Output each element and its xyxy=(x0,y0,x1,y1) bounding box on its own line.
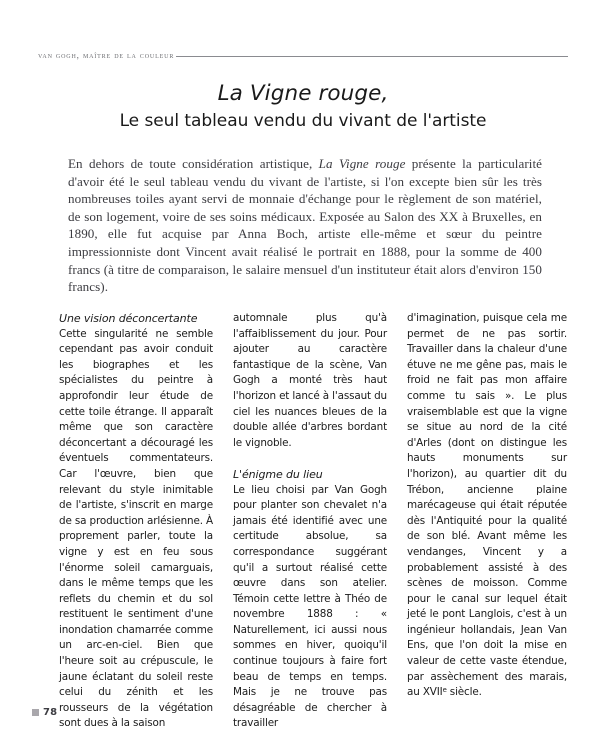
column-2-paragraph-continued: automnale plus qu'à l'affaiblissement du jour. Pour ajouter au caractère fantastique de la scène, Van Gogh a monté très haut l'horizon et lancé à l'assaut du ciel les nuances bleues de la double allée d'arbres bordant le vignoble. xyxy=(233,312,387,449)
page-title-block xyxy=(48,82,558,132)
column-1-paragraph: Cette singularité ne semble cependant pas avoir conduit les biographes et les spécialistes du peintre à approfondir leur étude de cette toile étrange. Il apparaît même que son caractère déconcertant a découragé les éventuels commentateurs. Car l'œuvre, bien que relevant du style inimitable de l'artiste, s'inscrit en marge de sa production arlésienne. À proprement parler, toute la vigne y est en feu sous l'énorme soleil camarguais, dans le même temps que les reflets du chemin et du sol restituent le sentiment d'une inondation chamarrée comme un arc-en-ciel. Bien que l'heure soit au crépuscule, le jaune éclatant du soleil reste celui du zénith et les rousseurs de la végétation sont dues à la saison xyxy=(59,327,213,730)
running-head-label: van gogh, maître de la couleur xyxy=(38,50,175,60)
century-suffix: siècle. xyxy=(446,686,482,699)
column-1 xyxy=(59,311,213,730)
intro-text-part2: présente la particularité d'avoir été le seul tableau vendu du vivant de l'artiste, si l'on excepte bien sûr les très nombreuses toiles ayant servi de monnaie d'échange pour le règlement de son matériel, de son logement, voire de ses soins médicaux. Exposée au Salon des XX à Bruxelles, en 1890, elle fut acquise par Anna Boch, artiste elle-même et sœur du peintre impressionniste dont Vincent avait réalisé le portrait en 1888, pour la somme de 400 francs (à titre de comparaison, le salaire mensuel d'un instituteur était alors d'environ 150 francs). xyxy=(68,156,542,295)
column-3 xyxy=(407,311,567,699)
intro-emphasis-title: La Vigne rouge xyxy=(318,156,406,171)
running-head xyxy=(38,50,568,60)
intro-text-part1: En dehors de toute considération artistique, xyxy=(68,156,319,171)
column-3-text: d'imagination, puisque cela me permet de ne pas sortir. Travailler dans la chaleur d'une étuve ne me gêne pas, mais le froid ne fait pas mon affaire comme tu sais ». Le plus vraisemblable est que la vigne se situe au nord de la cité d'Arles (dont on distingue les hauts monuments sur l'horizon), au quartier dit du Trébon, ancienne plaine marécageuse qui était réputée dès l'Antiquité pour la qualité de son blé. Avant même les vendanges, Vincent y a probablement assisté à des scènes de moisson. Comme pour le canal sur lequel était jeté le pont Langlois, c'est à un ingénieur hollandais, Jean Van Ens, que l'on doit la mise en valeur de cette vaste étendue, par assèchement des marais, au xyxy=(407,312,567,699)
body-columns xyxy=(59,311,567,730)
page-number: 78 xyxy=(43,707,58,718)
intro-paragraph xyxy=(68,155,542,296)
column-2-paragraph: Le lieu choisi par Van Gogh pour planter son chevalet n'a jamais été identifié avec une certitude absolue, sa correspondance suggérant qu'il a surtout réalisé cette œuvre dans son atelier. Témoin cette lettre à Théo de novembre 1888 : « Naturellement, ici aussi nous sommes en hiver, quoiqu'il continue toujours à faire fort beau de temps en temps. Mais je ne trouve pas désagréable de chercher à travailler xyxy=(233,483,387,730)
column-3-paragraph-continued xyxy=(407,311,567,701)
century-ordinal-suffix: e xyxy=(442,686,447,695)
running-head-rule xyxy=(176,56,568,57)
folio-square-icon xyxy=(32,709,39,716)
subhead-une-vision-deconcertante: Une vision déconcertante xyxy=(59,312,198,325)
page-subtitle: Le seul tableau vendu du vivant de l'artiste xyxy=(119,110,487,131)
folio xyxy=(32,707,57,718)
page-title: La Vigne rouge, xyxy=(217,81,389,106)
column-2 xyxy=(233,311,387,730)
subhead-lenigme-du-lieu: L'énigme du lieu xyxy=(233,467,323,481)
century-roman-numeral: XVII xyxy=(422,686,443,699)
